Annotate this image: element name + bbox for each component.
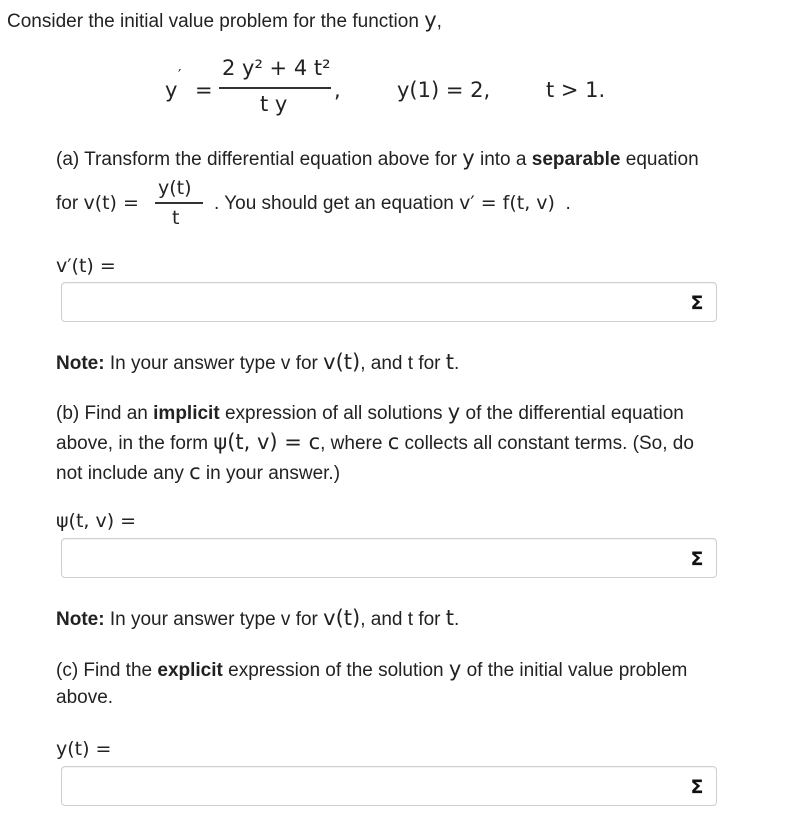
part-a-line2-post: . You should get an equation v′ = f(t, v) . bbox=[214, 192, 571, 214]
sigma-icon[interactable]: Σ bbox=[690, 548, 704, 570]
sigma-icon[interactable]: Σ bbox=[690, 292, 704, 314]
intro-text: Consider the initial value problem for the function y, bbox=[7, 8, 442, 32]
domain-condition: t > 1. bbox=[546, 78, 606, 102]
part-b-line1: (b) Find an implicit expression of all solutions y of the differential equation bbox=[56, 400, 684, 424]
note-2: Note: In your answer type v for v(t), and t for t. bbox=[56, 606, 460, 630]
equation-comma: , bbox=[334, 78, 341, 102]
answer-c-field[interactable] bbox=[61, 766, 717, 806]
answer-a-field[interactable] bbox=[61, 282, 717, 322]
equation-lhs: y bbox=[165, 78, 178, 102]
part-b-line3: not include any c in your answer.) bbox=[56, 460, 341, 484]
equation-equals: = bbox=[195, 78, 213, 102]
part-a-frac-denominator: t bbox=[172, 207, 180, 229]
note-1: Note: In your answer type v for v(t), and t for t. bbox=[56, 350, 460, 374]
answer-b-label: ψ(t, v) = bbox=[56, 510, 137, 532]
answer-a-label: v′(t) = bbox=[56, 255, 116, 277]
answer-b-input[interactable] bbox=[62, 539, 682, 577]
part-a-line1: (a) Transform the differential equation above for y into a separable equation bbox=[56, 146, 699, 170]
initial-condition: y(1) = 2, bbox=[397, 78, 491, 102]
answer-c-label: y(t) = bbox=[56, 738, 112, 760]
part-a-frac-numerator: y(t) bbox=[158, 177, 192, 199]
part-c-line1: (c) Find the explicit expression of the solution y of the initial value problem bbox=[56, 657, 688, 681]
answer-b-field[interactable] bbox=[61, 538, 717, 578]
answer-a-input[interactable] bbox=[62, 283, 682, 321]
part-a-fraction-bar bbox=[155, 202, 203, 204]
answer-c-input[interactable] bbox=[62, 767, 682, 805]
part-a-line2-pre: for v(t) = bbox=[56, 192, 139, 214]
equation-fraction-bar bbox=[219, 87, 331, 89]
equation-numerator: 2 y² + 4 t² bbox=[222, 56, 331, 80]
sigma-icon[interactable]: Σ bbox=[690, 776, 704, 798]
equation-prime: ′ bbox=[178, 66, 182, 84]
part-c-line2: above. bbox=[56, 687, 114, 708]
part-b-line2: above, in the form ψ(t, v) = c, where c collects all constant terms. (So, do bbox=[56, 430, 694, 454]
equation-denominator: t y bbox=[260, 92, 288, 116]
